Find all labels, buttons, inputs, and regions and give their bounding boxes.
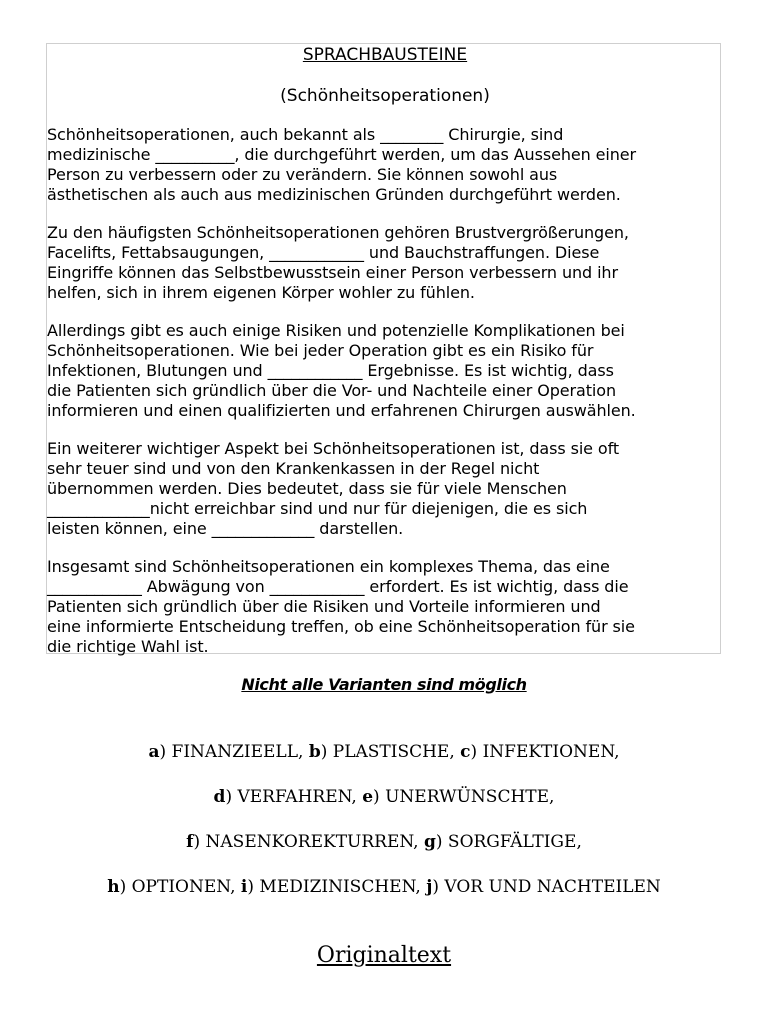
instruction-note: Nicht alle Varianten sind möglich	[241, 675, 527, 694]
document-subtitle: (Schönheitsoperationen)	[280, 86, 490, 106]
options-line-2: d) VERFAHREN, e) UNERWÜNSCHTE,	[213, 787, 555, 807]
option-text: NASENKOREKTURREN	[205, 832, 414, 852]
options-line-3: f) NASENKOREKTURREN, g) SORGFÄLTIGE,	[186, 832, 582, 852]
option-letter: g	[423, 832, 436, 852]
options-line-1: a) FINANZIEELL, b) PLASTISCHE, c) INFEKTIONEN,	[148, 742, 620, 762]
option-text: UNERWÜNSCHTE	[385, 787, 550, 807]
document-title: SPRACHBAUSTEINE	[302, 45, 468, 65]
options-line-4: h) OPTIONEN, i) MEDIZINISCHEN, j) VOR UND NACHTEILEN	[107, 877, 661, 897]
option-letter: b	[308, 742, 321, 762]
option-text: PLASTISCHE	[332, 742, 450, 762]
option-text: FINANZIEELL	[171, 742, 298, 762]
paragraph-4: Ein weiterer wichtiger Aspekt bei Schönheitsoperationen ist, dass sie oft sehr teuer sind und von den Krankenkassen in der Regel nicht übernommen werden. Dies bedeutet, dass sie für viele Menschen _____________nicht erreichbar sind und nur für diejenigen, die es sich leisten können, eine _____________ darstellen.	[47, 439, 620, 538]
option-letter: e	[362, 787, 374, 807]
paragraph-2: Zu den häufigsten Schönheitsoperationen gehören Brustvergrößerungen, Facelifts, Fettabsaugungen, ____________ und Bauchstraffungen. Diese Eingriffe können das Selbstbewusstsein einer Person verbessern und ihr helfen, sich in ihrem eigenen Körper wohler zu fühlen.	[47, 223, 629, 302]
option-text: VERFAHREN	[237, 787, 352, 807]
document-body	[47, 43, 723, 657]
option-text: SORGFÄLTIGE	[447, 832, 577, 852]
paragraph-5: Insgesamt sind Schönheitsoperationen ein komplexes Thema, das eine ____________ Abwägung von ____________ erfordert. Es ist wichtig, dass die Patienten sich gründlich über die Risiken und Vorteile informieren und eine informierte Entscheidung treffen, ob eine Schönheitsoperation für sie die richtige Wahl ist.	[47, 557, 635, 656]
option-letter: i	[240, 877, 248, 897]
option-text: INFEKTIONEN	[482, 742, 615, 762]
option-letter: f	[186, 832, 194, 852]
option-letter: d	[213, 787, 226, 807]
option-letter: j	[426, 877, 433, 897]
option-letter: a	[148, 742, 160, 762]
original-text-link[interactable]: Originaltext	[316, 943, 452, 968]
paragraph-1: Schönheitsoperationen, auch bekannt als ________ Chirurgie, sind medizinische __________, die durchgeführt werden, um das Aussehen einer Person zu verbessern oder zu verändern. Sie können sowohl aus ästhetischen als auch aus medizinischen Gründen durchgeführt werden.	[47, 125, 636, 204]
option-text: VOR UND NACHTEILEN	[444, 877, 661, 897]
option-letter: c	[460, 742, 471, 762]
option-letter: h	[107, 877, 120, 897]
option-text: OPTIONEN	[131, 877, 231, 897]
option-text: MEDIZINISCHEN	[259, 877, 416, 897]
paragraph-3: Allerdings gibt es auch einige Risiken und potenzielle Komplikationen bei Schönheitsoperationen. Wie bei jeder Operation gibt es ein Risiko für Infektionen, Blutungen und ____________ Ergebnisse. Es ist wichtig, dass die Patienten sich gründlich über die Vor- und Nachteile einer Operation informieren und einen qualifizierten und erfahrenen Chirurgen auswählen.	[47, 321, 636, 420]
